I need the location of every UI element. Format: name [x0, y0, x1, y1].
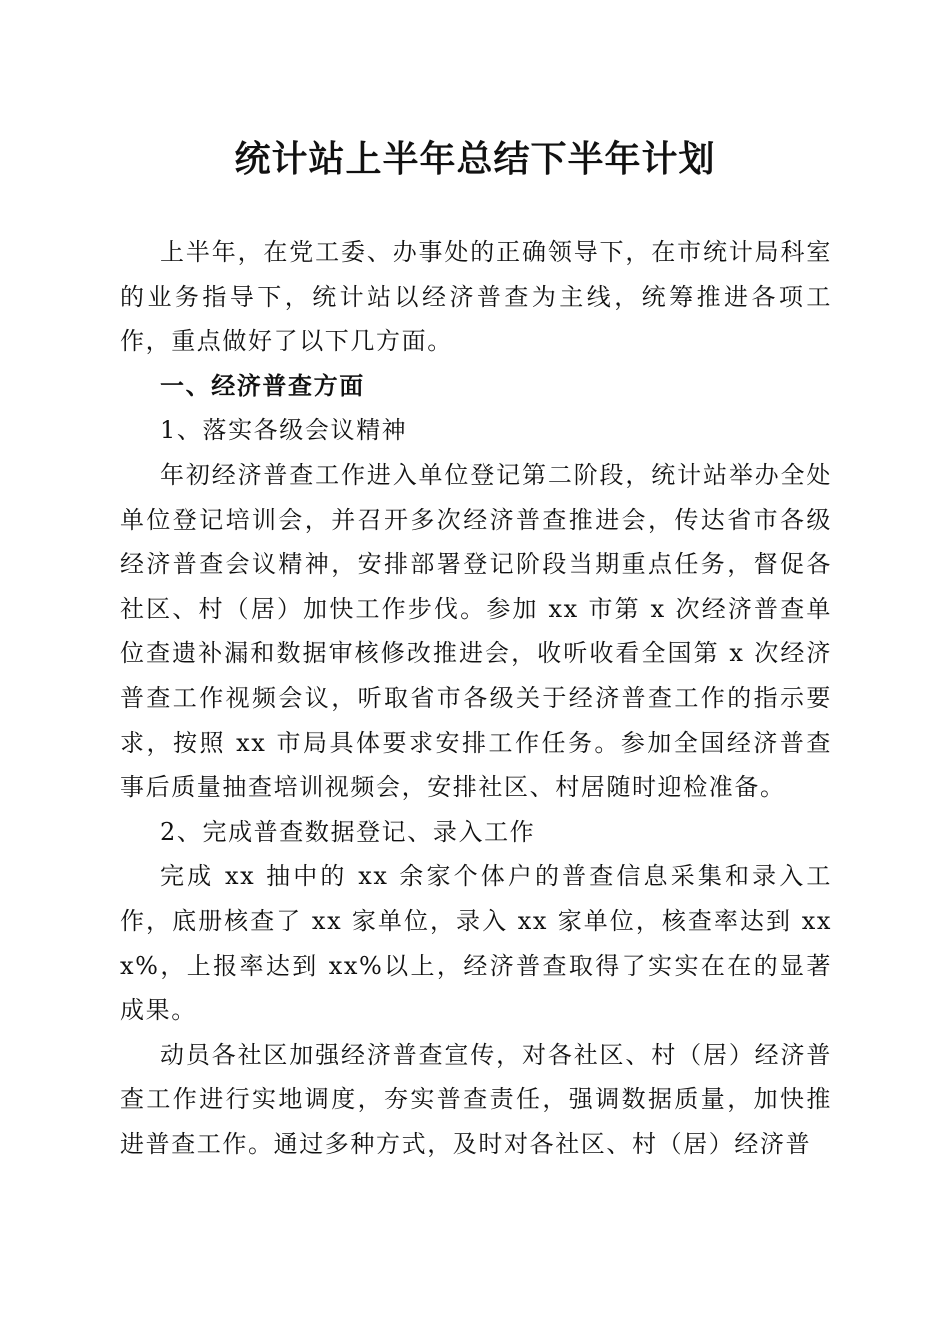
subsection-title-meetings: 1、落实各级会议精神: [160, 416, 408, 445]
document-body: [120, 230, 832, 1166]
paragraph-data-entry: 完成 xx 抽中的 xx 余家个体户的普查信息采集和录入工作，底册核查了 xx 家单位，录入 xx 家单位，核查率达到 xxx%，上报率达到 xx%以上，经济普查取得了实实在在的显著成果。: [120, 862, 832, 1025]
paragraph-publicity: 动员各社区加强经济普查宣传，对各社区、村（居）经济普查工作进行实地调度，夯实普查责任，强调数据质量，加快推进普查工作。通过多种方式，及时对各社区、村（居）经济普: [120, 1040, 832, 1158]
paragraph-meetings: 年初经济普查工作进入单位登记第二阶段，统计站举办全处单位登记培训会，并召开多次经济普查推进会，传达省市各级经济普查会议精神，安排部署登记阶段当期重点任务，督促各社区、村（居）加快工作步伐。参加 xx 市第 x 次经济普查单位查遗补漏和数据审核修改推进会，收听收看全国第 x 次经济普查工作视频会议，听取省市各级关于经济普查工作的指示要求，按照 xx 市局具体要求安排工作任务。参加全国经济普查事后质量抽查培训视频会，安排社区、村居随时迎检准备。: [120, 460, 832, 802]
subsection-title-data-entry: 2、完成普查数据登记、录入工作: [160, 817, 536, 846]
intro-paragraph: 上半年，在党工委、办事处的正确领导下，在市统计局科室的业务指导下，统计站以经济普查为主线，统筹推进各项工作，重点做好了以下几方面。: [120, 238, 832, 356]
section-heading-economic-census: 一、经济普查方面: [160, 371, 365, 400]
document-title: 统计站上半年总结下半年计划: [234, 138, 716, 180]
